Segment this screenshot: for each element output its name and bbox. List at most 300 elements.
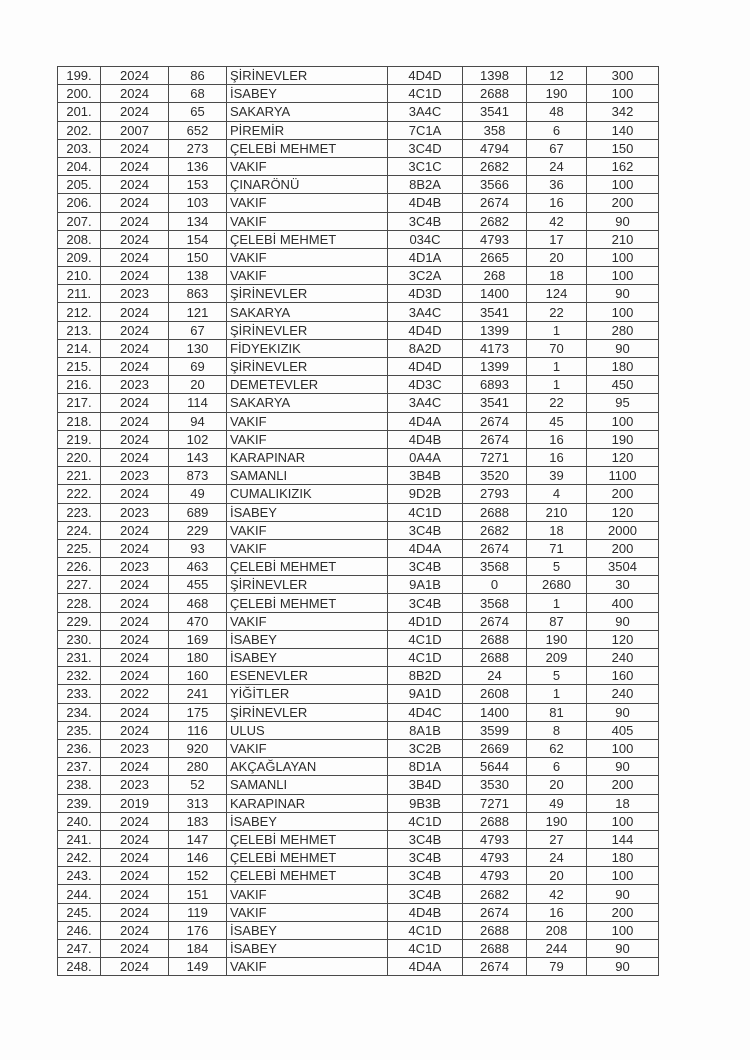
table-row [58, 649, 659, 667]
row-number: 236. [58, 739, 101, 757]
value2-cell: 16 [527, 194, 587, 212]
neighborhood-cell: İSABEY [227, 812, 388, 830]
row-number: 199. [58, 67, 101, 85]
row-number: 216. [58, 376, 101, 394]
value1-cell: 3541 [463, 394, 527, 412]
value2-cell: 208 [527, 921, 587, 939]
code-cell: 3C1C [388, 157, 463, 175]
row-number: 227. [58, 576, 101, 594]
code-cell: 3C4B [388, 867, 463, 885]
number-cell: 468 [169, 594, 227, 612]
row-number: 224. [58, 521, 101, 539]
value1-cell: 4793 [463, 830, 527, 848]
value3-cell: 450 [587, 376, 659, 394]
value2-cell: 20 [527, 248, 587, 266]
code-cell: 3B4D [388, 776, 463, 794]
number-cell: 116 [169, 721, 227, 739]
neighborhood-cell: ŞİRİNEVLER [227, 703, 388, 721]
row-number: 237. [58, 758, 101, 776]
value2-cell: 16 [527, 903, 587, 921]
value2-cell: 4 [527, 485, 587, 503]
year-cell: 2024 [101, 248, 169, 266]
value3-cell: 90 [587, 958, 659, 976]
value2-cell: 62 [527, 739, 587, 757]
number-cell: 154 [169, 230, 227, 248]
row-number: 220. [58, 448, 101, 466]
table-row [58, 194, 659, 212]
number-cell: 180 [169, 649, 227, 667]
value2-cell: 5 [527, 558, 587, 576]
number-cell: 273 [169, 139, 227, 157]
number-cell: 119 [169, 903, 227, 921]
year-cell: 2024 [101, 412, 169, 430]
row-number: 226. [58, 558, 101, 576]
code-cell: 4D3C [388, 376, 463, 394]
value3-cell: 240 [587, 649, 659, 667]
number-cell: 143 [169, 448, 227, 466]
neighborhood-cell: VAKIF [227, 903, 388, 921]
number-cell: 93 [169, 539, 227, 557]
value1-cell: 3566 [463, 176, 527, 194]
row-number: 207. [58, 212, 101, 230]
neighborhood-cell: VAKIF [227, 212, 388, 230]
number-cell: 151 [169, 885, 227, 903]
year-cell: 2024 [101, 867, 169, 885]
number-cell: 153 [169, 176, 227, 194]
table-row [58, 67, 659, 85]
table-row [58, 576, 659, 594]
value3-cell: 2000 [587, 521, 659, 539]
year-cell: 2024 [101, 830, 169, 848]
row-number: 201. [58, 103, 101, 121]
value1-cell: 1400 [463, 703, 527, 721]
table-row [58, 412, 659, 430]
code-cell: 034C [388, 230, 463, 248]
number-cell: 169 [169, 630, 227, 648]
value2-cell: 20 [527, 867, 587, 885]
number-cell: 183 [169, 812, 227, 830]
value3-cell: 200 [587, 903, 659, 921]
value3-cell: 342 [587, 103, 659, 121]
neighborhood-cell: ÇELEBİ MEHMET [227, 139, 388, 157]
table-row [58, 539, 659, 557]
year-cell: 2024 [101, 339, 169, 357]
table-row [58, 739, 659, 757]
number-cell: 130 [169, 339, 227, 357]
neighborhood-cell: İSABEY [227, 630, 388, 648]
year-cell: 2019 [101, 794, 169, 812]
row-number: 238. [58, 776, 101, 794]
value3-cell: 100 [587, 248, 659, 266]
row-number: 202. [58, 121, 101, 139]
value3-cell: 100 [587, 267, 659, 285]
table-row [58, 176, 659, 194]
value3-cell: 90 [587, 758, 659, 776]
value2-cell: 67 [527, 139, 587, 157]
value1-cell: 268 [463, 267, 527, 285]
row-number: 232. [58, 667, 101, 685]
value2-cell: 124 [527, 285, 587, 303]
value1-cell: 2674 [463, 612, 527, 630]
neighborhood-cell: KARAPINAR [227, 794, 388, 812]
neighborhood-cell: ÇELEBİ MEHMET [227, 230, 388, 248]
value1-cell: 2674 [463, 539, 527, 557]
value2-cell: 244 [527, 940, 587, 958]
neighborhood-cell: VAKIF [227, 612, 388, 630]
value2-cell: 190 [527, 812, 587, 830]
code-cell: 3C4B [388, 212, 463, 230]
value1-cell: 1399 [463, 358, 527, 376]
value2-cell: 2680 [527, 576, 587, 594]
value2-cell: 16 [527, 430, 587, 448]
year-cell: 2023 [101, 376, 169, 394]
value3-cell: 162 [587, 157, 659, 175]
value3-cell: 120 [587, 630, 659, 648]
value2-cell: 24 [527, 849, 587, 867]
code-cell: 4D4B [388, 194, 463, 212]
number-cell: 689 [169, 503, 227, 521]
value1-cell: 2674 [463, 412, 527, 430]
number-cell: 67 [169, 321, 227, 339]
value3-cell: 180 [587, 849, 659, 867]
row-number: 229. [58, 612, 101, 630]
code-cell: 4D4C [388, 703, 463, 721]
value3-cell: 150 [587, 139, 659, 157]
code-cell: 3C4B [388, 594, 463, 612]
value3-cell: 90 [587, 612, 659, 630]
row-number: 239. [58, 794, 101, 812]
value1-cell: 2688 [463, 630, 527, 648]
neighborhood-cell: FİDYEKIZIK [227, 339, 388, 357]
neighborhood-cell: SAKARYA [227, 103, 388, 121]
year-cell: 2024 [101, 958, 169, 976]
table-row [58, 903, 659, 921]
table-row [58, 630, 659, 648]
value3-cell: 100 [587, 739, 659, 757]
code-cell: 3C2A [388, 267, 463, 285]
year-cell: 2024 [101, 885, 169, 903]
neighborhood-cell: İSABEY [227, 921, 388, 939]
value1-cell: 2608 [463, 685, 527, 703]
value1-cell: 2688 [463, 85, 527, 103]
value3-cell: 90 [587, 212, 659, 230]
value2-cell: 81 [527, 703, 587, 721]
number-cell: 313 [169, 794, 227, 812]
number-cell: 455 [169, 576, 227, 594]
value2-cell: 12 [527, 67, 587, 85]
value1-cell: 2688 [463, 503, 527, 521]
code-cell: 4C1D [388, 503, 463, 521]
code-cell: 4C1D [388, 85, 463, 103]
value1-cell: 0 [463, 576, 527, 594]
code-cell: 4D4A [388, 539, 463, 557]
value2-cell: 16 [527, 448, 587, 466]
table-row [58, 594, 659, 612]
neighborhood-cell: SAKARYA [227, 394, 388, 412]
value3-cell: 1100 [587, 467, 659, 485]
row-number: 217. [58, 394, 101, 412]
neighborhood-cell: ŞİRİNEVLER [227, 358, 388, 376]
value1-cell: 4173 [463, 339, 527, 357]
value3-cell: 140 [587, 121, 659, 139]
neighborhood-cell: YİĞİTLER [227, 685, 388, 703]
table-row [58, 212, 659, 230]
table-row [58, 303, 659, 321]
code-cell: 3C4D [388, 139, 463, 157]
code-cell: 8D1A [388, 758, 463, 776]
records-table-body [58, 67, 659, 976]
table-row [58, 958, 659, 976]
neighborhood-cell: VAKIF [227, 248, 388, 266]
neighborhood-cell: SAMANLI [227, 776, 388, 794]
code-cell: 3A4C [388, 303, 463, 321]
year-cell: 2024 [101, 539, 169, 557]
row-number: 211. [58, 285, 101, 303]
number-cell: 152 [169, 867, 227, 885]
number-cell: 470 [169, 612, 227, 630]
value2-cell: 18 [527, 521, 587, 539]
value1-cell: 358 [463, 121, 527, 139]
value3-cell: 100 [587, 176, 659, 194]
year-cell: 2024 [101, 903, 169, 921]
number-cell: 920 [169, 739, 227, 757]
table-row [58, 157, 659, 175]
value1-cell: 2688 [463, 649, 527, 667]
table-row [58, 358, 659, 376]
table-row [58, 285, 659, 303]
value1-cell: 2682 [463, 157, 527, 175]
value3-cell: 200 [587, 194, 659, 212]
value1-cell: 3599 [463, 721, 527, 739]
code-cell: 4C1D [388, 649, 463, 667]
row-number: 245. [58, 903, 101, 921]
year-cell: 2024 [101, 703, 169, 721]
row-number: 205. [58, 176, 101, 194]
value3-cell: 100 [587, 921, 659, 939]
table-row [58, 867, 659, 885]
value3-cell: 190 [587, 430, 659, 448]
value2-cell: 24 [527, 157, 587, 175]
value3-cell: 30 [587, 576, 659, 594]
number-cell: 134 [169, 212, 227, 230]
table-row [58, 558, 659, 576]
value3-cell: 18 [587, 794, 659, 812]
value1-cell: 2688 [463, 812, 527, 830]
neighborhood-cell: PİREMİR [227, 121, 388, 139]
number-cell: 121 [169, 303, 227, 321]
value2-cell: 1 [527, 594, 587, 612]
value1-cell: 3530 [463, 776, 527, 794]
year-cell: 2024 [101, 630, 169, 648]
code-cell: 8A1B [388, 721, 463, 739]
value1-cell: 2674 [463, 194, 527, 212]
year-cell: 2024 [101, 267, 169, 285]
year-cell: 2024 [101, 212, 169, 230]
year-cell: 2024 [101, 430, 169, 448]
code-cell: 4D4B [388, 903, 463, 921]
neighborhood-cell: ÇELEBİ MEHMET [227, 594, 388, 612]
row-number: 247. [58, 940, 101, 958]
neighborhood-cell: VAKIF [227, 194, 388, 212]
value1-cell: 2669 [463, 739, 527, 757]
row-number: 223. [58, 503, 101, 521]
value2-cell: 1 [527, 685, 587, 703]
year-cell: 2007 [101, 121, 169, 139]
number-cell: 94 [169, 412, 227, 430]
table-row [58, 794, 659, 812]
value2-cell: 36 [527, 176, 587, 194]
value2-cell: 6 [527, 121, 587, 139]
value2-cell: 1 [527, 358, 587, 376]
table-row [58, 921, 659, 939]
value2-cell: 49 [527, 794, 587, 812]
table-row [58, 321, 659, 339]
number-cell: 103 [169, 194, 227, 212]
number-cell: 146 [169, 849, 227, 867]
value3-cell: 100 [587, 85, 659, 103]
value1-cell: 2682 [463, 521, 527, 539]
value1-cell: 2674 [463, 958, 527, 976]
table-row [58, 612, 659, 630]
value2-cell: 210 [527, 503, 587, 521]
year-cell: 2024 [101, 230, 169, 248]
value3-cell: 120 [587, 503, 659, 521]
value1-cell: 2674 [463, 903, 527, 921]
value3-cell: 90 [587, 703, 659, 721]
value1-cell: 3568 [463, 594, 527, 612]
number-cell: 176 [169, 921, 227, 939]
value2-cell: 20 [527, 776, 587, 794]
year-cell: 2024 [101, 67, 169, 85]
neighborhood-cell: ÇELEBİ MEHMET [227, 830, 388, 848]
value3-cell: 100 [587, 303, 659, 321]
number-cell: 20 [169, 376, 227, 394]
value3-cell: 405 [587, 721, 659, 739]
value3-cell: 100 [587, 412, 659, 430]
table-row [58, 830, 659, 848]
code-cell: 3A4C [388, 103, 463, 121]
table-row [58, 940, 659, 958]
number-cell: 52 [169, 776, 227, 794]
year-cell: 2023 [101, 558, 169, 576]
neighborhood-cell: ŞİRİNEVLER [227, 67, 388, 85]
value2-cell: 1 [527, 321, 587, 339]
value2-cell: 190 [527, 630, 587, 648]
table-row [58, 703, 659, 721]
value2-cell: 190 [527, 85, 587, 103]
row-number: 218. [58, 412, 101, 430]
number-cell: 147 [169, 830, 227, 848]
row-number: 234. [58, 703, 101, 721]
code-cell: 3C4B [388, 558, 463, 576]
number-cell: 49 [169, 485, 227, 503]
code-cell: 4C1D [388, 630, 463, 648]
value2-cell: 6 [527, 758, 587, 776]
row-number: 203. [58, 139, 101, 157]
number-cell: 149 [169, 958, 227, 976]
number-cell: 138 [169, 267, 227, 285]
row-number: 248. [58, 958, 101, 976]
number-cell: 65 [169, 103, 227, 121]
code-cell: 3C4B [388, 830, 463, 848]
value1-cell: 1400 [463, 285, 527, 303]
neighborhood-cell: VAKIF [227, 157, 388, 175]
value1-cell: 1399 [463, 321, 527, 339]
number-cell: 160 [169, 667, 227, 685]
number-cell: 136 [169, 157, 227, 175]
value2-cell: 42 [527, 212, 587, 230]
row-number: 215. [58, 358, 101, 376]
value3-cell: 100 [587, 812, 659, 830]
neighborhood-cell: ŞİRİNEVLER [227, 285, 388, 303]
value1-cell: 2688 [463, 921, 527, 939]
value3-cell: 400 [587, 594, 659, 612]
value2-cell: 22 [527, 303, 587, 321]
value3-cell: 144 [587, 830, 659, 848]
neighborhood-cell: ÇINARÖNÜ [227, 176, 388, 194]
value2-cell: 17 [527, 230, 587, 248]
row-number: 242. [58, 849, 101, 867]
value1-cell: 7271 [463, 448, 527, 466]
value3-cell: 90 [587, 885, 659, 903]
code-cell: 9B3B [388, 794, 463, 812]
year-cell: 2024 [101, 721, 169, 739]
year-cell: 2023 [101, 467, 169, 485]
row-number: 209. [58, 248, 101, 266]
value1-cell: 2682 [463, 212, 527, 230]
value1-cell: 4794 [463, 139, 527, 157]
value3-cell: 90 [587, 339, 659, 357]
year-cell: 2022 [101, 685, 169, 703]
value2-cell: 8 [527, 721, 587, 739]
year-cell: 2023 [101, 285, 169, 303]
year-cell: 2024 [101, 667, 169, 685]
row-number: 231. [58, 649, 101, 667]
code-cell: 7C1A [388, 121, 463, 139]
code-cell: 4D1D [388, 612, 463, 630]
value2-cell: 48 [527, 103, 587, 121]
value1-cell: 1398 [463, 67, 527, 85]
code-cell: 4D1A [388, 248, 463, 266]
neighborhood-cell: VAKIF [227, 958, 388, 976]
neighborhood-cell: CUMALIKIZIK [227, 485, 388, 503]
neighborhood-cell: İSABEY [227, 503, 388, 521]
value2-cell: 39 [527, 467, 587, 485]
number-cell: 150 [169, 248, 227, 266]
row-number: 200. [58, 85, 101, 103]
row-number: 206. [58, 194, 101, 212]
number-cell: 68 [169, 85, 227, 103]
table-row [58, 121, 659, 139]
year-cell: 2024 [101, 139, 169, 157]
code-cell: 8A2D [388, 339, 463, 357]
year-cell: 2023 [101, 776, 169, 794]
table-row [58, 267, 659, 285]
neighborhood-cell: SAKARYA [227, 303, 388, 321]
table-row [58, 812, 659, 830]
row-number: 222. [58, 485, 101, 503]
code-cell: 3C4B [388, 849, 463, 867]
value1-cell: 2665 [463, 248, 527, 266]
table-row [58, 339, 659, 357]
row-number: 241. [58, 830, 101, 848]
value1-cell: 2688 [463, 940, 527, 958]
code-cell: 3C4B [388, 521, 463, 539]
neighborhood-cell: İSABEY [227, 649, 388, 667]
year-cell: 2024 [101, 85, 169, 103]
row-number: 212. [58, 303, 101, 321]
value3-cell: 95 [587, 394, 659, 412]
